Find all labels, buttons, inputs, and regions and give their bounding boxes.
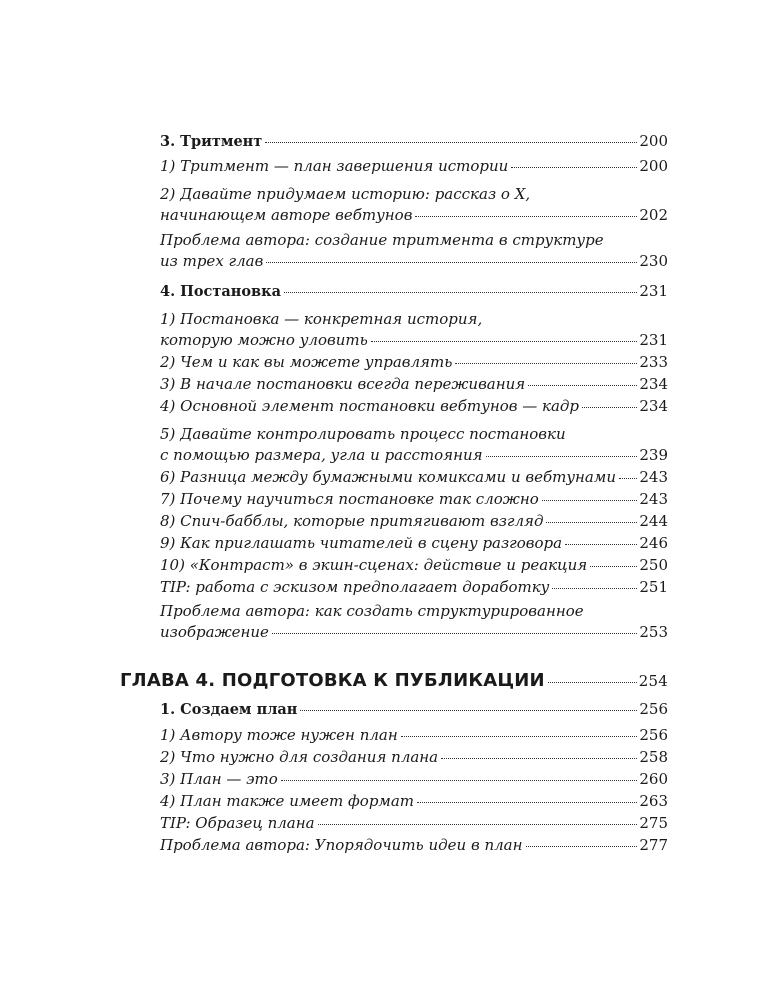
toc-entry-title: 4) Основной элемент постановки вебтунов — кадр [160,397,580,415]
toc-entry [160,792,668,810]
toc-entry-title-line: 5) Давайте контролировать процесс постановки [160,425,566,443]
toc-entry [160,310,668,349]
toc-entry-title: которую можно уловить [160,331,368,349]
dot-leader [300,710,637,711]
toc-entry-title: ГЛАВА 4. ПОДГОТОВКА К ПУБЛИКАЦИИ [120,670,545,691]
dot-leader [417,802,637,803]
dot-leader [284,292,637,293]
toc-page-number: 244 [639,512,668,530]
dot-leader [455,363,637,364]
toc-entry-title: Проблема автора: Упорядочить идеи в план [160,836,523,854]
toc-entry-title-line: 2) Давайте придумаем историю: рассказ о X, [160,185,531,203]
toc-page-number: 233 [639,353,668,371]
toc-entry-title: с помощью размера, угла и расстояния [160,446,483,464]
toc-entry [160,578,668,596]
dot-leader [281,780,638,781]
toc-page-number: 253 [639,623,668,641]
dot-leader [415,216,637,217]
toc-page-number: 250 [639,556,668,574]
toc-page-number: 263 [639,792,668,810]
toc-entry [160,375,668,393]
toc-page-number: 277 [639,836,668,854]
toc-entry-title: 4. Постановка [160,283,281,300]
dot-leader [565,544,637,545]
toc-entry-title: 3) В начале постановки всегда переживания [160,375,526,393]
toc-entry [160,397,668,415]
toc-entry-title: TIP: Образец плана [160,814,315,832]
toc-entry [160,726,668,744]
toc-page-number: 260 [639,770,668,788]
toc-page-number: 230 [639,252,668,270]
toc-chapter [120,670,668,691]
toc-page-number: 254 [638,672,668,690]
dot-leader [266,262,637,263]
dot-leader [542,500,638,501]
dot-leader [590,566,637,567]
dot-leader [401,736,638,737]
toc-page-number: 202 [639,206,668,224]
toc-entry [160,602,668,641]
dot-leader [486,456,638,457]
toc-entry [160,512,668,530]
toc-page-number: 258 [639,748,668,766]
toc-page-number: 256 [639,726,668,744]
toc-entry [160,185,668,224]
dot-leader [511,167,637,168]
toc-page-number: 246 [639,534,668,552]
toc-entry-title: 1) Тритмент — план завершения истории [160,157,509,175]
toc-entry-title: 2) Что нужно для создания плана [160,748,439,766]
toc-entry-title-line: Проблема автора: как создать структурированное [160,602,584,620]
toc-entry-title: из трех глав [160,252,264,270]
toc-page-number: 251 [639,578,668,596]
toc-entry-title: 10) «Контраст» в экшн-сценах: действие и реакция [160,556,588,574]
dot-leader [265,142,637,143]
toc-section [160,700,668,718]
dot-leader [371,341,638,342]
toc-entry-title: TIP: работа с эскизом предполагает доработку [160,578,550,596]
dot-leader [548,682,637,683]
toc-entry [160,534,668,552]
toc-entry-title: начинающем авторе вебтунов [160,206,413,224]
toc-entry-title-line: 1) Постановка — конкретная история, [160,310,483,328]
toc-page-number: 243 [639,468,668,486]
dot-leader [619,478,637,479]
toc-page-number: 231 [639,331,668,349]
toc-entry-title: 6) Разница между бумажными комиксами и вебтунами [160,468,616,486]
toc-page-number: 275 [639,814,668,832]
toc-entry-title: 1. Создаем план [160,701,298,718]
toc-entry [160,748,668,766]
toc-entry-title: 1) Автору тоже нужен план [160,726,398,744]
toc-entry-title-line: Проблема автора: создание тритмента в структуре [160,231,604,249]
toc-entry [160,836,668,854]
dot-leader [552,588,637,589]
toc-entry [160,556,668,574]
dot-leader [272,633,637,634]
toc-entry-title: 4) План также имеет формат [160,792,415,810]
dot-leader [526,846,638,847]
toc-entry-title: 7) Почему научиться постановке так сложно [160,490,539,508]
toc-entry [160,231,668,270]
toc-entry-title: 2) Чем и как вы можете управлять [160,353,453,371]
toc-entry [160,490,668,508]
toc-entry [160,770,668,788]
toc-entry [160,814,668,832]
dot-leader [582,407,637,408]
toc-entry-title: 8) Спич-бабблы, которые притягивают взгляд [160,512,544,530]
toc-page-number: 239 [639,446,668,464]
toc-section [160,282,668,300]
toc-section [160,132,668,150]
toc-page-number: 256 [639,700,668,718]
toc-entry-title: 3. Тритмент [160,133,263,150]
toc-entry-title: 9) Как приглашать читателей в сцену разговора [160,534,563,552]
toc-page-number: 243 [639,490,668,508]
dot-leader [441,758,637,759]
dot-leader [318,824,638,825]
dot-leader [528,385,637,386]
toc-page-number: 234 [639,397,668,415]
dot-leader [546,522,637,523]
toc-page-number: 231 [639,282,668,300]
toc-page-number: 200 [639,157,668,175]
toc-page-number: 234 [639,375,668,393]
toc-entry [160,425,668,464]
toc-entry [160,468,668,486]
toc-entry [160,353,668,371]
toc-entry-title: изображение [160,623,269,641]
toc-entry-title: 3) План — это [160,770,278,788]
toc-entry [160,157,668,175]
toc-page-number: 200 [639,132,668,150]
